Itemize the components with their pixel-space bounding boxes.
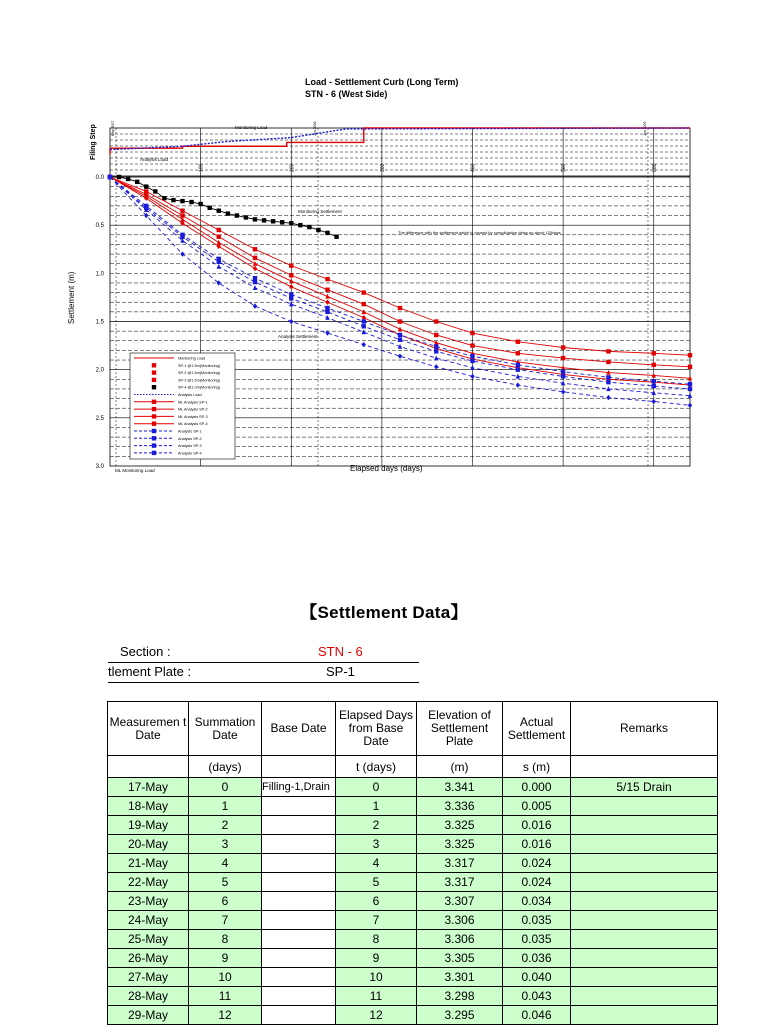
- data-point: [152, 370, 156, 374]
- cell-remarks: [571, 816, 718, 835]
- cell-elapsed: 0: [336, 778, 417, 797]
- cell-base-date: [262, 835, 336, 854]
- data-point: [153, 189, 157, 193]
- table-row: [108, 797, 718, 816]
- data-point: [217, 209, 221, 213]
- cell-base-date: [262, 892, 336, 911]
- load-line: [110, 128, 690, 154]
- table-row: [108, 873, 718, 892]
- data-point: [152, 385, 156, 389]
- unit-blank: [262, 756, 336, 778]
- cell-summation: 9: [189, 949, 262, 968]
- cell-remarks: [571, 835, 718, 854]
- cell-base-date: [262, 930, 336, 949]
- data-point: [434, 344, 438, 348]
- data-point: [325, 310, 329, 314]
- table-row: [108, 911, 718, 930]
- data-point: [325, 277, 329, 281]
- y-tick-label: 0.0: [95, 175, 104, 181]
- cell-date: 24-May: [108, 911, 189, 930]
- cell-date: 27-May: [108, 968, 189, 987]
- cell-elevation: 3.306: [417, 930, 503, 949]
- data-point: [516, 382, 520, 387]
- cell-settlement: 0.005: [503, 797, 571, 816]
- cell-settlement: 0.024: [503, 854, 571, 873]
- table-row: [108, 892, 718, 911]
- legend-label: SP-3 @1.5m(Monitoring): [178, 378, 221, 383]
- cell-summation: 1: [189, 797, 262, 816]
- cell-elevation: 3.306: [417, 911, 503, 930]
- cell-base-date: [262, 854, 336, 873]
- cell-settlement: 0.034: [503, 892, 571, 911]
- data-point: [289, 284, 293, 289]
- x-tick-label: 100: [198, 163, 205, 172]
- data-point: [307, 225, 311, 229]
- data-point: [217, 235, 221, 239]
- legend-label: SP-2 @1.5m(Monitoring): [178, 371, 221, 376]
- data-point: [217, 228, 221, 232]
- data-point: [516, 367, 520, 371]
- cell-base-date: [262, 911, 336, 930]
- data-point: [470, 331, 474, 335]
- legend-label: Analysis SP-3: [178, 444, 202, 449]
- cell-elapsed: 12: [336, 1006, 417, 1025]
- data-point: [652, 351, 656, 355]
- data-point: [606, 395, 610, 400]
- data-point: [235, 213, 239, 217]
- data-point: [152, 414, 156, 418]
- cell-elapsed: 11: [336, 987, 417, 1006]
- data-point: [470, 343, 474, 347]
- cell-date: 22-May: [108, 873, 189, 892]
- filling-step-label: Filing Step: [90, 124, 97, 160]
- data-point: [606, 380, 610, 384]
- data-point: [244, 215, 248, 219]
- data-point: [289, 319, 293, 324]
- cell-settlement: 0.035: [503, 911, 571, 930]
- y-axis-label: Settlement (m): [67, 271, 76, 324]
- y-tick-label: 1.5: [95, 319, 104, 326]
- data-point: [652, 379, 656, 383]
- cell-date: 21-May: [108, 854, 189, 873]
- cell-settlement: 0.040: [503, 968, 571, 987]
- y-tick-label: 2.0: [95, 367, 104, 374]
- data-point: [688, 382, 692, 386]
- data-point: [362, 319, 366, 323]
- legend-label: Analysis SP-2: [178, 436, 202, 441]
- x-tick-label: 600: [651, 163, 658, 172]
- series-line: [110, 177, 337, 237]
- cell-base-date: [262, 987, 336, 1006]
- unit-blank: [571, 756, 718, 778]
- unit-elapsed: t (days): [336, 756, 417, 778]
- data-point: [688, 387, 692, 391]
- cell-remarks: [571, 797, 718, 816]
- top-date-label: Jan 2009: [643, 121, 647, 136]
- data-point: [652, 399, 656, 404]
- annotation-analysis-settlement: Analysis Settlement: [278, 334, 318, 339]
- top-date-label: May 2007: [111, 120, 115, 136]
- cell-elapsed: 4: [336, 854, 417, 873]
- data-point: [325, 300, 329, 305]
- data-point: [117, 175, 121, 179]
- cell-remarks: [571, 968, 718, 987]
- cell-remarks: [571, 892, 718, 911]
- header-actual-settlement: Actual Settlement: [503, 702, 571, 756]
- data-point: [398, 338, 402, 342]
- data-point: [289, 221, 293, 225]
- unit-elevation: (m): [417, 756, 503, 778]
- cell-remarks: [571, 930, 718, 949]
- data-point: [606, 375, 610, 379]
- data-point: [398, 306, 402, 310]
- data-point: [152, 422, 156, 426]
- cell-remarks: [571, 854, 718, 873]
- x-tick-label: 300: [379, 163, 386, 172]
- cell-remarks: [571, 949, 718, 968]
- cell-elevation: 3.317: [417, 854, 503, 873]
- cell-date: 17-May: [108, 778, 189, 797]
- cell-summation: 4: [189, 854, 262, 873]
- data-point: [652, 363, 656, 367]
- cell-settlement: 0.016: [503, 835, 571, 854]
- table-row: [108, 778, 718, 797]
- cell-elevation: 3.295: [417, 1006, 503, 1025]
- header-base-date: Base Date: [262, 702, 336, 756]
- table-row: [108, 854, 718, 873]
- y-tick-label: 1.0: [95, 271, 104, 278]
- data-point: [688, 353, 692, 357]
- data-point: [362, 342, 366, 347]
- y-tick-label: 0.5: [95, 223, 104, 230]
- legend-label: Analysis Load: [178, 393, 202, 397]
- cell-settlement: 0.036: [503, 949, 571, 968]
- data-point: [688, 403, 692, 408]
- legend-label: Monitoring Load: [178, 356, 206, 361]
- cell-elevation: 3.325: [417, 835, 503, 854]
- cell-remarks: 5/15 Drain: [571, 778, 718, 797]
- data-point: [325, 231, 329, 235]
- data-point: [262, 218, 266, 222]
- cell-summation: 8: [189, 930, 262, 949]
- table-row: [108, 987, 718, 1006]
- annotation-difference: The difference with the settlement which is caused by consolidation delay on about 120days: [398, 230, 561, 235]
- data-point: [362, 324, 366, 328]
- cell-settlement: 0.024: [503, 873, 571, 892]
- chart-legend: [130, 353, 235, 459]
- x-tick-label: 200: [289, 163, 296, 172]
- cell-settlement: 0.035: [503, 930, 571, 949]
- cell-summation: 12: [189, 1006, 262, 1025]
- data-point: [207, 206, 211, 210]
- data-point: [434, 364, 438, 369]
- data-point: [152, 400, 156, 404]
- data-point: [289, 263, 293, 267]
- data-point: [253, 285, 257, 290]
- cell-elevation: 3.341: [417, 778, 503, 797]
- data-point: [152, 363, 156, 367]
- data-point: [362, 302, 366, 306]
- data-point: [398, 319, 402, 323]
- cell-elapsed: 10: [336, 968, 417, 987]
- data-point: [189, 200, 193, 204]
- cell-elapsed: 2: [336, 816, 417, 835]
- table-row: [108, 968, 718, 987]
- annotation-monitoring-load: Monitoring Load: [235, 125, 268, 130]
- unit-blank: [108, 756, 189, 778]
- data-point: [652, 384, 656, 388]
- data-point: [217, 260, 221, 264]
- cell-settlement: 0.046: [503, 1006, 571, 1025]
- unit-settlement: s (m): [503, 756, 571, 778]
- data-point: [253, 256, 257, 260]
- data-point: [298, 223, 302, 227]
- data-point: [289, 292, 293, 296]
- data-point: [434, 319, 438, 323]
- cell-settlement: 0.016: [503, 816, 571, 835]
- cell-remarks: [571, 987, 718, 1006]
- x-tick-label: 400: [470, 163, 477, 172]
- data-point: [325, 288, 329, 292]
- cell-elapsed: 6: [336, 892, 417, 911]
- data-point: [180, 251, 184, 256]
- data-point: [253, 266, 257, 271]
- cell-summation: 10: [189, 968, 262, 987]
- legend-label: Analysis SP-4: [178, 451, 202, 456]
- data-point: [325, 306, 329, 310]
- data-point: [561, 374, 565, 378]
- cell-base-date: [262, 968, 336, 987]
- data-point: [198, 202, 202, 206]
- data-point: [253, 280, 257, 284]
- cell-elapsed: 9: [336, 949, 417, 968]
- cell-elevation: 3.298: [417, 987, 503, 1006]
- data-point: [253, 247, 257, 251]
- data-point: [470, 359, 474, 363]
- cell-date: 19-May: [108, 816, 189, 835]
- data-point: [516, 363, 520, 367]
- legend-label: ML Analysis SP-3: [178, 414, 208, 419]
- annotation-analysis-load: Analysis Load: [140, 157, 169, 162]
- data-point: [271, 219, 275, 223]
- data-point: [434, 333, 438, 337]
- data-point: [152, 378, 156, 382]
- data-point: [217, 280, 221, 285]
- table-row: [108, 1006, 718, 1025]
- data-point: [606, 360, 610, 364]
- data-point: [362, 329, 366, 334]
- cell-elapsed: 5: [336, 873, 417, 892]
- data-point: [470, 354, 474, 358]
- cell-date: 26-May: [108, 949, 189, 968]
- data-point: [152, 429, 156, 433]
- y-tick-label: 3.0: [95, 464, 104, 470]
- y-tick-label: 2.5: [95, 415, 104, 422]
- data-point: [561, 389, 565, 394]
- data-point: [334, 235, 338, 239]
- section-row: [108, 643, 419, 663]
- data-point: [688, 365, 692, 369]
- section-label: Section :: [120, 644, 171, 659]
- cell-summation: 6: [189, 892, 262, 911]
- cell-summation: 3: [189, 835, 262, 854]
- cell-elapsed: 7: [336, 911, 417, 930]
- cell-base-date: [262, 1006, 336, 1025]
- legend-label: ML Analysis SP-4: [178, 422, 208, 427]
- cell-summation: 2: [189, 816, 262, 835]
- data-point: [516, 374, 520, 379]
- cell-settlement: 0.043: [503, 987, 571, 1006]
- table-row: [108, 816, 718, 835]
- header-remarks: Remarks: [571, 702, 718, 756]
- data-point: [226, 211, 230, 215]
- data-point: [561, 345, 565, 349]
- cell-settlement: 0.000: [503, 778, 571, 797]
- data-point: [152, 436, 156, 440]
- data-point: [561, 369, 565, 373]
- data-point: [289, 296, 293, 300]
- cell-base-date: [262, 797, 336, 816]
- cell-elevation: 3.307: [417, 892, 503, 911]
- cell-elevation: 3.325: [417, 816, 503, 835]
- data-point: [217, 264, 221, 269]
- cell-base-date: Filling-1,Drain: [262, 778, 336, 797]
- cell-remarks: [571, 911, 718, 930]
- data-point: [152, 407, 156, 411]
- header-elevation: Elevation of Settlement Plate: [417, 702, 503, 756]
- annotation-monitoring-settlement: Monitoring Settlement: [298, 209, 342, 214]
- cell-elapsed: 3: [336, 835, 417, 854]
- legend-label: ML Analysis SP-2: [178, 407, 208, 412]
- cell-summation: 0: [189, 778, 262, 797]
- data-point: [434, 349, 438, 353]
- data-point: [398, 333, 402, 337]
- data-point: [470, 374, 474, 379]
- legend-box: [130, 353, 235, 459]
- top-date-label: Jan 2008: [313, 121, 317, 136]
- cell-remarks: [571, 1006, 718, 1025]
- data-point: [280, 220, 284, 224]
- section-value: STN - 6: [318, 644, 363, 659]
- legend-label: ML Analysis SP-1: [178, 400, 208, 405]
- data-point: [516, 351, 520, 355]
- cell-elevation: 3.317: [417, 873, 503, 892]
- cell-base-date: [262, 816, 336, 835]
- cell-elevation: 3.301: [417, 968, 503, 987]
- settlement-table: [107, 701, 718, 1025]
- data-point: [162, 196, 166, 200]
- cell-summation: 5: [189, 873, 262, 892]
- cell-summation: 7: [189, 911, 262, 930]
- legend-label: SP-4 @1.0m(Monitoring): [178, 385, 221, 390]
- header-elapsed-days: Elapsed Days from Base Date: [336, 702, 417, 756]
- legend-label: SP-1 @1.5m(Monitoring): [178, 363, 221, 368]
- data-point: [289, 273, 293, 277]
- data-point: [606, 349, 610, 353]
- header-summation-date: Summation Date: [189, 702, 262, 756]
- settlement-data-title: 【Settlement Data】: [300, 603, 468, 622]
- data-point: [152, 443, 156, 447]
- data-point: [126, 177, 130, 181]
- data-point: [434, 355, 438, 360]
- x-axis-label: Elapsed days (days): [350, 464, 423, 473]
- cell-base-date: [262, 873, 336, 892]
- cell-summation: 11: [189, 987, 262, 1006]
- table-row: [108, 835, 718, 854]
- cell-elevation: 3.336: [417, 797, 503, 816]
- data-point: [561, 356, 565, 360]
- cell-remarks: [571, 873, 718, 892]
- plate-row: [108, 663, 419, 683]
- settlement-chart: [0, 0, 768, 500]
- cell-elapsed: 1: [336, 797, 417, 816]
- cell-date: 23-May: [108, 892, 189, 911]
- data-point: [144, 184, 148, 188]
- data-point: [398, 353, 402, 358]
- table-row: [108, 930, 718, 949]
- data-point: [171, 198, 175, 202]
- cell-date: 28-May: [108, 987, 189, 1006]
- cell-date: 25-May: [108, 930, 189, 949]
- cell-base-date: [262, 949, 336, 968]
- cell-date: 29-May: [108, 1006, 189, 1025]
- data-point: [152, 451, 156, 455]
- data-point: [253, 276, 257, 280]
- chart-title: Load - Settlement Curb (Long Term): [305, 77, 459, 87]
- annotation-bottom-left: ML Monitoring Load: [115, 468, 155, 473]
- x-tick-label: 500: [561, 163, 568, 172]
- data-point: [180, 209, 184, 213]
- plate-label: tlement Plate :: [108, 664, 192, 679]
- cell-elapsed: 8: [336, 930, 417, 949]
- unit-summation: (days): [189, 756, 262, 778]
- cell-elevation: 3.305: [417, 949, 503, 968]
- data-point: [253, 303, 257, 308]
- plate-value: SP-1: [326, 664, 355, 679]
- legend-label: Analysis SP-1: [178, 429, 202, 434]
- data-point: [316, 228, 320, 232]
- data-point: [180, 199, 184, 203]
- table-row: [108, 949, 718, 968]
- data-point: [135, 180, 139, 184]
- chart-subtitle: STN - 6 (West Side): [305, 89, 388, 99]
- data-point: [516, 340, 520, 344]
- cell-date: 20-May: [108, 835, 189, 854]
- cell-date: 18-May: [108, 797, 189, 816]
- header-measurement-date: Measuremen t Date: [108, 702, 189, 756]
- data-point: [253, 217, 257, 221]
- data-point: [362, 290, 366, 294]
